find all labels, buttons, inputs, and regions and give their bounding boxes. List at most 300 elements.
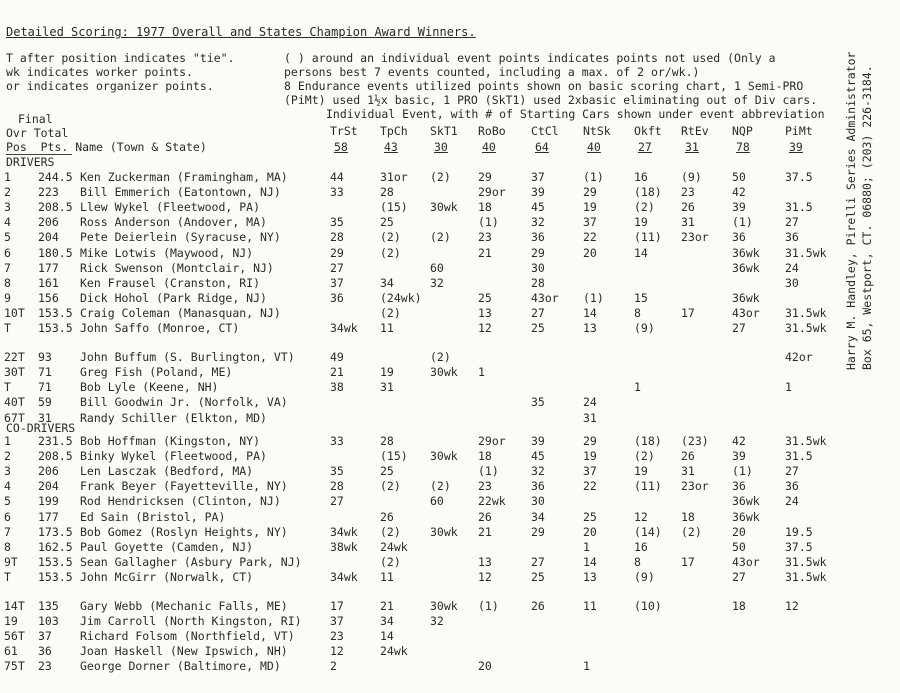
event-points-okft: (14): [634, 524, 662, 539]
event-abbr-ctcl: CtCl: [531, 124, 559, 138]
position: 67T: [4, 410, 25, 425]
event-points-nqp: 20: [732, 524, 746, 539]
event-points-rtev: 18: [681, 509, 695, 524]
event-points-ctcl: 29: [531, 524, 545, 539]
competitor-name: Joan Haskell (New Ipswich, NH): [80, 644, 288, 659]
event-points-tpch: 24wk: [380, 644, 408, 659]
event-points-tpch: (15): [380, 449, 408, 464]
event-points-rtev: 26: [681, 200, 695, 215]
event-points-trst: 36: [330, 290, 344, 305]
event-points-trst: 44: [330, 170, 344, 184]
event-points-skt1: 30wk: [430, 200, 458, 215]
event-points-ctcl: 34: [531, 509, 545, 524]
event-points-robo: 13: [478, 554, 492, 569]
event-points-trst: 21: [330, 365, 344, 380]
event-points-robo: (1): [478, 599, 499, 613]
event-points-okft: (9): [634, 321, 655, 335]
event-points-okft: 16: [634, 539, 648, 554]
position: 7: [4, 260, 11, 275]
event-points-ctcl: 32: [531, 215, 545, 230]
table-row: [0, 629, 900, 643]
total-points: 71: [38, 365, 52, 380]
event-points-ctcl: 27: [531, 554, 545, 569]
event-points-rtev: (9): [681, 170, 702, 184]
table-row: [0, 540, 900, 554]
event-points-nqp: 36: [732, 230, 746, 245]
event-points-pimt: 31.5wk: [785, 321, 827, 335]
event-points-ntsk: 29: [583, 434, 597, 448]
event-abbr-nqp: NQP: [732, 124, 753, 138]
total-points: 177: [38, 260, 59, 275]
event-points-nqp: 36: [732, 479, 746, 494]
event-abbr-ntsk: NtSk: [583, 124, 611, 138]
competitor-name: Paul Goyette (Camden, NJ): [80, 539, 254, 554]
total-points: 31: [38, 410, 52, 425]
event-points-ctcl: 45: [531, 200, 545, 215]
competitor-name: Craig Coleman (Manasquan, NJ): [80, 305, 281, 320]
position: 40T: [4, 395, 25, 410]
event-points-tpch: 34: [380, 614, 394, 629]
event-points-okft: (18): [634, 185, 662, 200]
competitor-name: Rod Hendricksen (Clinton, NJ): [80, 494, 281, 509]
event-abbr-rtev: RtEv: [681, 124, 709, 138]
competitor-name: Sean Gallagher (Asbury Park, NJ): [80, 554, 302, 569]
administrator-name: Harry M. Handley, Pirelli Series Administrator: [844, 51, 858, 370]
event-points-tpch: (2): [380, 479, 401, 494]
event-points-tpch: 28: [380, 434, 394, 448]
event-points-nqp: 36wk: [732, 290, 760, 305]
event-cars-trst: 58: [334, 140, 348, 154]
event-points-robo: 18: [478, 200, 492, 215]
table-row: [0, 599, 900, 613]
total-points: 135: [38, 599, 59, 613]
event-points-okft: 1: [634, 380, 641, 395]
total-points: 162.5: [38, 539, 73, 554]
event-points-ntsk: (1): [583, 170, 604, 184]
competitor-name: Binky Wykel (Fleetwood, PA): [80, 449, 267, 464]
event-points-trst: 37: [330, 275, 344, 290]
event-points-tpch: 24wk: [380, 539, 408, 554]
event-points-rtev: 31: [681, 215, 695, 230]
position: 5: [4, 494, 11, 509]
position: 10T: [4, 305, 25, 320]
table-row: [0, 494, 900, 508]
event-points-pimt: 31.5wk: [785, 245, 827, 260]
event-points-tpch: 34: [380, 275, 394, 290]
table-row: [0, 261, 900, 275]
event-points-rtev: (2): [681, 524, 702, 539]
event-points-okft: 14: [634, 245, 648, 260]
event-points-okft: 8: [634, 554, 641, 569]
total-points: 206: [38, 215, 59, 230]
event-points-ntsk: 20: [583, 524, 597, 539]
competitor-name: Bill Goodwin Jr. (Norfolk, VA): [80, 395, 288, 410]
table-row: [0, 380, 900, 394]
note-best-events: persons best 7 events counted, including a max. of 2 or/wk.): [284, 65, 700, 79]
event-points-robo: 29: [478, 170, 492, 184]
competitor-name: Gary Webb (Mechanic Falls, ME): [80, 599, 288, 613]
position: T: [4, 321, 11, 335]
event-points-skt1: (2): [430, 170, 451, 184]
total-points: 153.5: [38, 554, 73, 569]
event-points-ctcl: 39: [531, 434, 545, 448]
event-points-trst: 2: [330, 659, 337, 674]
event-points-okft: 12: [634, 509, 648, 524]
event-points-nqp: 18: [732, 599, 746, 613]
event-points-trst: 33: [330, 185, 344, 200]
competitor-name: Len Lasczak (Bedford, MA): [80, 464, 254, 479]
position: 3: [4, 200, 11, 215]
administrator-note: [822, 44, 888, 374]
event-points-pimt: 19.5: [785, 524, 813, 539]
event-points-pimt: 24: [785, 494, 799, 509]
event-points-ctcl: 43or: [531, 290, 559, 305]
event-points-okft: 15: [634, 290, 648, 305]
event-points-robo: 29or: [478, 185, 506, 200]
event-points-nqp: 50: [732, 539, 746, 554]
event-points-okft: (11): [634, 479, 662, 494]
event-points-robo: 25: [478, 290, 492, 305]
event-points-trst: 49: [330, 350, 344, 365]
event-points-ctcl: 39: [531, 185, 545, 200]
total-points: 223: [38, 185, 59, 200]
event-points-tpch: (24wk): [380, 290, 422, 305]
event-points-skt1: (2): [430, 230, 451, 245]
total-points: 156: [38, 290, 59, 305]
event-points-tpch: 19: [380, 365, 394, 380]
event-points-tpch: 11: [380, 569, 394, 584]
event-points-skt1: 60: [430, 494, 444, 509]
table-row: [0, 230, 900, 244]
position: 2: [4, 449, 11, 464]
event-points-tpch: (2): [380, 230, 401, 245]
table-row: [0, 246, 900, 260]
position: 56T: [4, 629, 25, 644]
event-points-okft: (9): [634, 569, 655, 584]
position: 1: [4, 170, 11, 184]
event-points-ntsk: 29: [583, 185, 597, 200]
event-points-trst: 27: [330, 494, 344, 509]
event-points-tpch: 21: [380, 599, 394, 613]
event-points-skt1: 32: [430, 275, 444, 290]
total-points: 161: [38, 275, 59, 290]
event-points-trst: 38wk: [330, 539, 358, 554]
event-points-tpch: 14: [380, 629, 394, 644]
event-cars-tpch: 43: [384, 140, 398, 154]
event-points-okft: 19: [634, 464, 648, 479]
table-row: [0, 200, 900, 214]
note-endurance: 8 Endurance events utilized points shown on basic scoring chart, 1 Semi-PRO: [284, 79, 804, 93]
event-points-pimt: 1: [785, 380, 792, 395]
header-caption: Individual Event, with # of Starting Cars shown under event abbreviation: [326, 107, 825, 121]
event-abbr-trst: TrSt: [330, 124, 358, 138]
competitor-name: John Buffum (S. Burlington, VT): [80, 350, 295, 365]
event-points-rtev: 23or: [681, 230, 709, 245]
event-abbr-robo: RoBo: [478, 124, 506, 138]
total-points: 180.5: [38, 245, 73, 260]
event-points-ctcl: 25: [531, 569, 545, 584]
total-points: 153.5: [38, 569, 73, 584]
event-points-ctcl: 37: [531, 170, 545, 184]
position: 2: [4, 185, 11, 200]
event-points-ntsk: 1: [583, 659, 590, 674]
event-points-nqp: (1): [732, 215, 753, 230]
event-points-pimt: 36: [785, 479, 799, 494]
event-points-tpch: 25: [380, 215, 394, 230]
event-points-okft: 16: [634, 170, 648, 184]
event-points-okft: 8: [634, 305, 641, 320]
event-points-pimt: 31.5wk: [785, 305, 827, 320]
event-points-okft: 19: [634, 215, 648, 230]
event-abbr-okft: Okft: [634, 124, 662, 138]
event-points-nqp: 27: [732, 321, 746, 335]
position: 1: [4, 434, 11, 448]
event-points-ctcl: 29: [531, 245, 545, 260]
event-points-robo: 22wk: [478, 494, 506, 509]
table-row: [0, 614, 900, 628]
event-points-nqp: 50: [732, 170, 746, 184]
event-points-tpch: 26: [380, 509, 394, 524]
event-points-tpch: (2): [380, 554, 401, 569]
event-points-ctcl: 36: [531, 479, 545, 494]
event-points-ntsk: 13: [583, 569, 597, 584]
event-points-trst: 28: [330, 479, 344, 494]
competitor-name: Dick Hohol (Park Ridge, NJ): [80, 290, 267, 305]
event-points-tpch: (15): [380, 200, 408, 215]
event-points-pimt: 24: [785, 260, 799, 275]
event-points-ctcl: 30: [531, 494, 545, 509]
position: 9: [4, 290, 11, 305]
event-points-robo: 13: [478, 305, 492, 320]
competitor-name: Bob Gomez (Roslyn Heights, NY): [80, 524, 288, 539]
total-points: 177: [38, 509, 59, 524]
table-row: [0, 570, 900, 584]
event-points-ntsk: 13: [583, 321, 597, 335]
event-points-skt1: 30wk: [430, 524, 458, 539]
event-points-pimt: 31.5wk: [785, 434, 827, 448]
event-points-ntsk: 14: [583, 305, 597, 320]
event-points-robo: 12: [478, 569, 492, 584]
event-points-tpch: 31or: [380, 170, 408, 184]
position: T: [4, 380, 11, 395]
event-points-nqp: 39: [732, 200, 746, 215]
position: 4: [4, 215, 11, 230]
table-row: [0, 185, 900, 199]
header-final: Final: [18, 112, 53, 126]
event-points-nqp: 36wk: [732, 245, 760, 260]
event-points-ntsk: 19: [583, 449, 597, 464]
position: 7: [4, 524, 11, 539]
event-points-ctcl: 45: [531, 449, 545, 464]
total-points: 36: [38, 644, 52, 659]
event-points-ctcl: 28: [531, 275, 545, 290]
total-points: 199: [38, 494, 59, 509]
event-points-trst: 38: [330, 380, 344, 395]
competitor-name: George Dorner (Baltimore, MD): [80, 659, 281, 674]
competitor-name: Mike Lotwis (Maywood, NJ): [80, 245, 254, 260]
competitor-name: Bob Lyle (Keene, NH): [80, 380, 219, 395]
event-points-robo: 21: [478, 245, 492, 260]
total-points: 71: [38, 380, 52, 395]
event-cars-okft: 27: [638, 140, 652, 154]
event-cars-robo: 40: [482, 140, 496, 154]
section-co-drivers: CO-DRIVERS: [6, 421, 76, 435]
event-points-ntsk: 24: [583, 395, 597, 410]
competitor-name: Bob Hoffman (Kingston, NY): [80, 434, 261, 448]
event-points-pimt: 37.5: [785, 170, 813, 184]
total-points: 173.5: [38, 524, 73, 539]
event-points-pimt: 12: [785, 599, 799, 613]
event-points-rtev: 17: [681, 305, 695, 320]
position: 5: [4, 230, 11, 245]
event-cars-ctcl: 64: [535, 140, 549, 154]
event-points-rtev: 26: [681, 449, 695, 464]
event-points-ntsk: 1: [583, 539, 590, 554]
table-row: [0, 411, 900, 425]
note-multipliers: (PiMt) used 1½x basic, 1 PRO (SkT1) used 2xbasic eliminating out of Div cars.: [284, 93, 818, 107]
position: 8: [4, 539, 11, 554]
event-points-pimt: 31.5wk: [785, 569, 827, 584]
position: 14T: [4, 599, 25, 613]
event-points-robo: 26: [478, 509, 492, 524]
event-points-robo: (1): [478, 464, 499, 479]
event-points-okft: (10): [634, 599, 662, 613]
table-row: [0, 170, 900, 184]
table-row: [0, 350, 900, 364]
event-points-skt1: 30wk: [430, 599, 458, 613]
event-points-trst: 12: [330, 644, 344, 659]
total-points: 153.5: [38, 305, 73, 320]
event-abbr-skt1: SkT1: [430, 124, 458, 138]
event-points-pimt: 27: [785, 215, 799, 230]
note-tie: T after position indicates "tie".: [6, 51, 235, 65]
table-row: [0, 479, 900, 493]
event-points-pimt: 31.5: [785, 200, 813, 215]
event-points-tpch: 25: [380, 464, 394, 479]
total-points: 231.5: [38, 434, 73, 448]
event-cars-ntsk: 40: [587, 140, 601, 154]
event-points-skt1: 30wk: [430, 449, 458, 464]
table-row: [0, 215, 900, 229]
event-points-robo: 20: [478, 659, 492, 674]
header-ovr-total: Ovr Total: [6, 126, 69, 140]
event-points-ntsk: 37: [583, 215, 597, 230]
table-row: [0, 449, 900, 463]
event-points-skt1: 30wk: [430, 365, 458, 380]
competitor-name: Pete Deierlein (Syracuse, NY): [80, 230, 281, 245]
total-points: 204: [38, 230, 59, 245]
event-cars-skt1: 30: [434, 140, 448, 154]
event-points-ntsk: 19: [583, 200, 597, 215]
competitor-name: Ross Anderson (Andover, MA): [80, 215, 267, 230]
event-points-trst: 35: [330, 215, 344, 230]
position: 6: [4, 245, 11, 260]
table-row: [0, 464, 900, 478]
event-points-trst: 28: [330, 230, 344, 245]
event-points-tpch: (2): [380, 524, 401, 539]
competitor-name: Ken Frausel (Cranston, RI): [80, 275, 261, 290]
event-points-trst: 23: [330, 629, 344, 644]
event-points-okft: (2): [634, 200, 655, 215]
note-organizer: or indicates organizer points.: [6, 79, 214, 93]
table-row: [0, 291, 900, 305]
event-points-ctcl: 27: [531, 305, 545, 320]
event-points-rtev: 31: [681, 464, 695, 479]
event-points-ntsk: (1): [583, 290, 604, 305]
event-points-nqp: 39: [732, 449, 746, 464]
event-points-ctcl: 30: [531, 260, 545, 275]
competitor-name: John McGirr (Norwalk, CT): [80, 569, 254, 584]
event-points-pimt: 37.5: [785, 539, 813, 554]
event-points-nqp: 43or: [732, 305, 760, 320]
competitor-name: Greg Fish (Poland, ME): [80, 365, 233, 380]
event-points-rtev: 23: [681, 185, 695, 200]
total-points: 59: [38, 395, 52, 410]
event-points-tpch: 28: [380, 185, 394, 200]
event-cars-rtev: 31: [685, 140, 699, 154]
event-points-ctcl: 35: [531, 395, 545, 410]
event-points-nqp: 27: [732, 569, 746, 584]
position: 22T: [4, 350, 25, 365]
position: 8: [4, 275, 11, 290]
event-points-skt1: 32: [430, 614, 444, 629]
event-cars-nqp: 78: [736, 140, 750, 154]
event-points-ntsk: 20: [583, 245, 597, 260]
event-points-robo: 21: [478, 524, 492, 539]
event-points-okft: (2): [634, 449, 655, 464]
total-points: 244.5: [38, 170, 73, 184]
position: 30T: [4, 365, 25, 380]
event-points-trst: 34wk: [330, 321, 358, 335]
page-title: Detailed Scoring: 1977 Overall and States Champion Award Winners.: [6, 25, 476, 39]
competitor-name: Ken Zuckerman (Framingham, MA): [80, 170, 288, 184]
event-points-skt1: (2): [430, 479, 451, 494]
table-row: [0, 434, 900, 448]
total-points: 206: [38, 464, 59, 479]
event-points-trst: 33: [330, 434, 344, 448]
table-row: [0, 644, 900, 658]
table-row: [0, 395, 900, 409]
event-points-pimt: 31.5wk: [785, 554, 827, 569]
event-points-ntsk: 31: [583, 410, 597, 425]
total-points: 93: [38, 350, 52, 365]
event-points-trst: 37: [330, 614, 344, 629]
table-row: [0, 555, 900, 569]
event-points-nqp: 36wk: [732, 509, 760, 524]
competitor-name: Llew Wykel (Fleetwood, PA): [80, 200, 261, 215]
event-points-trst: 34wk: [330, 569, 358, 584]
position: 75T: [4, 659, 25, 674]
competitor-name: Richard Folsom (Northfield, VT): [80, 629, 295, 644]
table-row: [0, 365, 900, 379]
event-points-nqp: 42: [732, 434, 746, 448]
event-points-trst: 35: [330, 464, 344, 479]
event-points-nqp: 36wk: [732, 494, 760, 509]
table-row: [0, 321, 900, 335]
event-points-nqp: 42: [732, 185, 746, 200]
note-points-not-used: ( ) around an individual event points indicates points not used (Only a: [284, 51, 776, 65]
event-points-trst: 34wk: [330, 524, 358, 539]
event-points-robo: 1: [478, 365, 485, 380]
event-points-robo: (1): [478, 215, 499, 230]
event-points-robo: 29or: [478, 434, 506, 448]
note-worker: wk indicates worker points.: [6, 65, 193, 79]
position: 4: [4, 479, 11, 494]
event-points-pimt: 30: [785, 275, 799, 290]
event-points-pimt: 42or: [785, 350, 813, 365]
table-row: [0, 306, 900, 320]
position: 19: [4, 614, 18, 629]
